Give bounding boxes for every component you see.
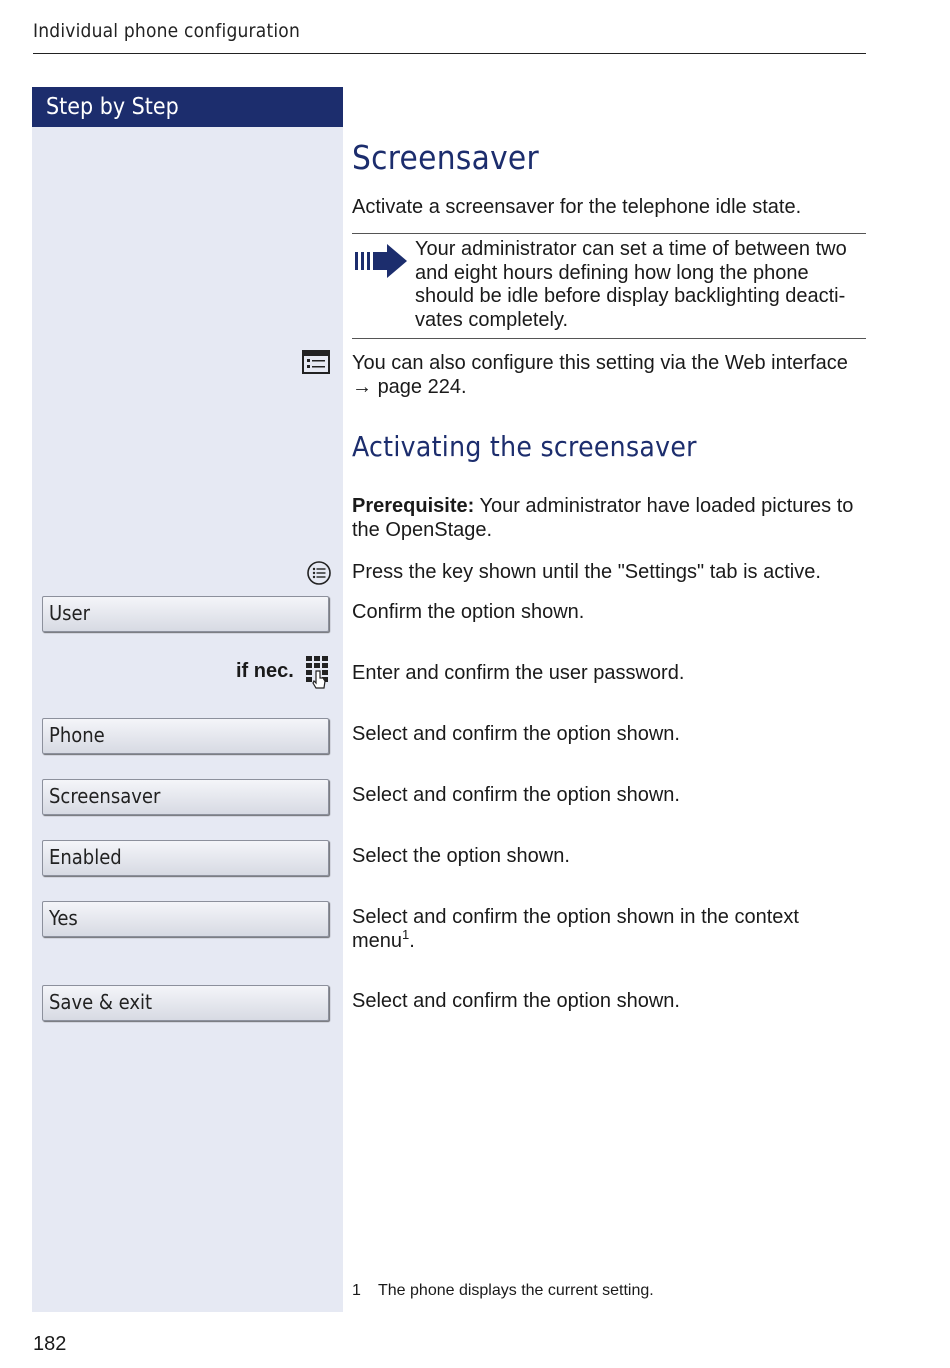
yes-option-button[interactable]: Yes xyxy=(42,901,329,937)
footnote-number: 1 xyxy=(352,1282,361,1299)
step-select-phone: Select and confirm the option shown. xyxy=(352,723,680,745)
footnote-text: The phone displays the current setting. xyxy=(378,1282,654,1299)
note-arrow-icon xyxy=(353,243,409,284)
page-title: Screensaver xyxy=(352,138,540,177)
step-yes-end: . xyxy=(409,929,415,952)
save-exit-option-button[interactable]: Save & exit xyxy=(42,985,329,1021)
prerequisite-label: Prerequisite: xyxy=(352,495,475,517)
sidebar-title: Step by Step xyxy=(32,87,343,127)
running-header: Individual phone configuration xyxy=(33,20,300,42)
keypad-icon xyxy=(305,655,331,698)
prerequisite xyxy=(352,495,866,542)
step-by-step-sidebar xyxy=(32,87,343,1312)
header-rule xyxy=(33,53,866,54)
user-option-button[interactable]: User xyxy=(42,596,329,632)
step-select-enabled: Select the option shown. xyxy=(352,845,570,867)
page-reference[interactable]: page 224. xyxy=(377,375,467,398)
enabled-option-button[interactable]: Enabled xyxy=(42,840,329,876)
step-press-key: Press the key shown until the "Settings" tab is active. xyxy=(352,561,821,583)
phone-option-button[interactable]: Phone xyxy=(42,718,329,754)
web-interface-icon xyxy=(302,350,330,379)
step-confirm-user: Confirm the option shown. xyxy=(352,601,585,623)
footnote xyxy=(352,1282,654,1300)
prerequisite-text: Your administrator have loaded pictures to the OpenStage. xyxy=(352,495,854,541)
step-select-screensaver: Select and confirm the option shown. xyxy=(352,784,680,806)
if-nec-label: if nec. xyxy=(236,660,294,682)
step-enter-password: Enter and confirm the user password. xyxy=(352,662,685,684)
menu-key-icon xyxy=(306,560,332,591)
note-text: Your administrator can set a time of between two and eight hours defining how long the phone should be idle before display backlighting deacti-vates completely. xyxy=(415,238,847,331)
screensaver-option-button[interactable]: Screensaver xyxy=(42,779,329,815)
web-interface-label: You can also configure this setting via the Web interface xyxy=(352,352,848,374)
web-interface-text xyxy=(352,352,866,399)
step-select-yes xyxy=(352,906,852,953)
intro-text: Activate a screensaver for the telephone idle state. xyxy=(352,196,802,218)
footnote-mark: 1 xyxy=(402,926,410,942)
arrow-glyph: → xyxy=(352,375,372,398)
section-heading: Activating the screensaver xyxy=(352,430,697,463)
step-yes-text: Select and confirm the option shown in the context menu xyxy=(352,906,799,952)
note-box xyxy=(352,233,866,339)
page-number: 182 xyxy=(33,1333,67,1355)
step-save-exit: Select and confirm the option shown. xyxy=(352,990,680,1012)
